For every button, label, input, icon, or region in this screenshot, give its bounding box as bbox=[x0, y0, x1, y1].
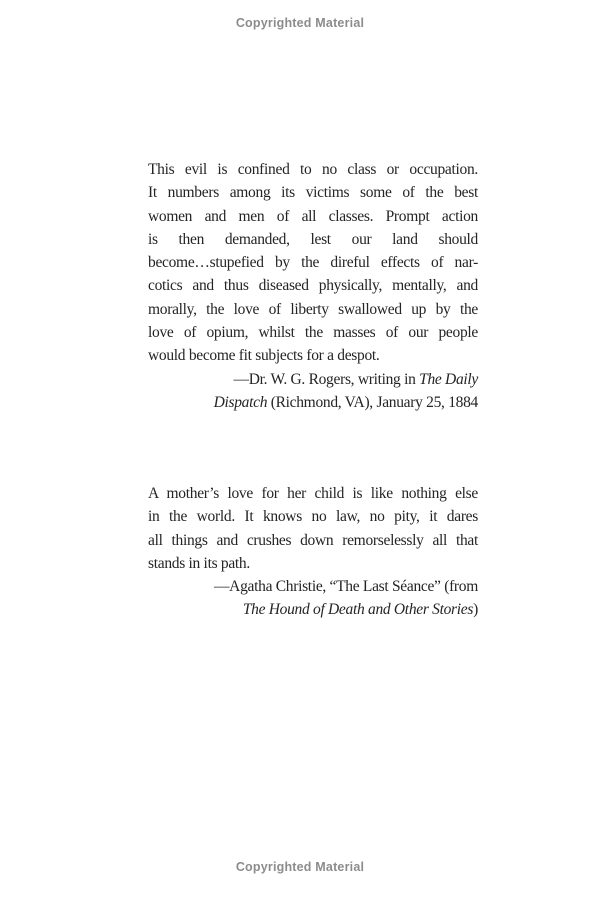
quote-line: would become fit subjects for a despot. bbox=[148, 347, 380, 365]
attribution-text: ) bbox=[473, 601, 478, 619]
quote-line: stands in its path. bbox=[148, 554, 250, 572]
quote-line: in the world. It knows no law, no pity, it dares bbox=[148, 508, 478, 526]
quote-line: cotics and thus diseased physically, mentally, and bbox=[148, 277, 478, 295]
quote-line: women and men of all classes. Prompt action bbox=[148, 207, 478, 225]
epigraph-attribution-line bbox=[148, 368, 478, 391]
attribution-text: —Dr. W. G. Rogers, writing in bbox=[233, 370, 420, 388]
attribution-text: —Agatha Christie, “The Last Séance” (from bbox=[213, 578, 478, 596]
quote-line: is then demanded, lest our land should bbox=[148, 230, 478, 248]
epigraph-attribution-line bbox=[148, 598, 478, 621]
epigraph-attribution-line bbox=[148, 391, 478, 414]
quote-line: It numbers among its victims some of the best bbox=[148, 184, 478, 202]
quote-line: all things and crushes down remorselessly all that bbox=[148, 531, 478, 549]
epigraph-attribution-line bbox=[148, 575, 478, 598]
copyright-watermark-bottom: Copyrighted Material bbox=[235, 860, 365, 874]
attribution-source-title: The Hound of Death and Other Stories bbox=[242, 601, 474, 619]
quote-line: This evil is confined to no class or occupation. bbox=[148, 161, 478, 178]
quote-line: become…stupefied by the direful effects of nar- bbox=[148, 254, 478, 272]
quote-line: love of opium, whilst the masses of our people bbox=[148, 324, 478, 342]
quote-line: morally, the love of liberty swallowed up by the bbox=[148, 300, 478, 318]
attribution-source-title: The Daily bbox=[419, 370, 478, 388]
epigraph-christie-quote bbox=[148, 482, 478, 622]
copyright-watermark-top: Copyrighted Material bbox=[235, 16, 365, 30]
quote-line: A mother’s love for her child is like nothing else bbox=[148, 485, 478, 502]
epigraph-opium-quote bbox=[148, 158, 478, 414]
attribution-text: (Richmond, VA), January 25, 1884 bbox=[267, 393, 478, 411]
attribution-source-title: Dispatch bbox=[213, 393, 268, 411]
